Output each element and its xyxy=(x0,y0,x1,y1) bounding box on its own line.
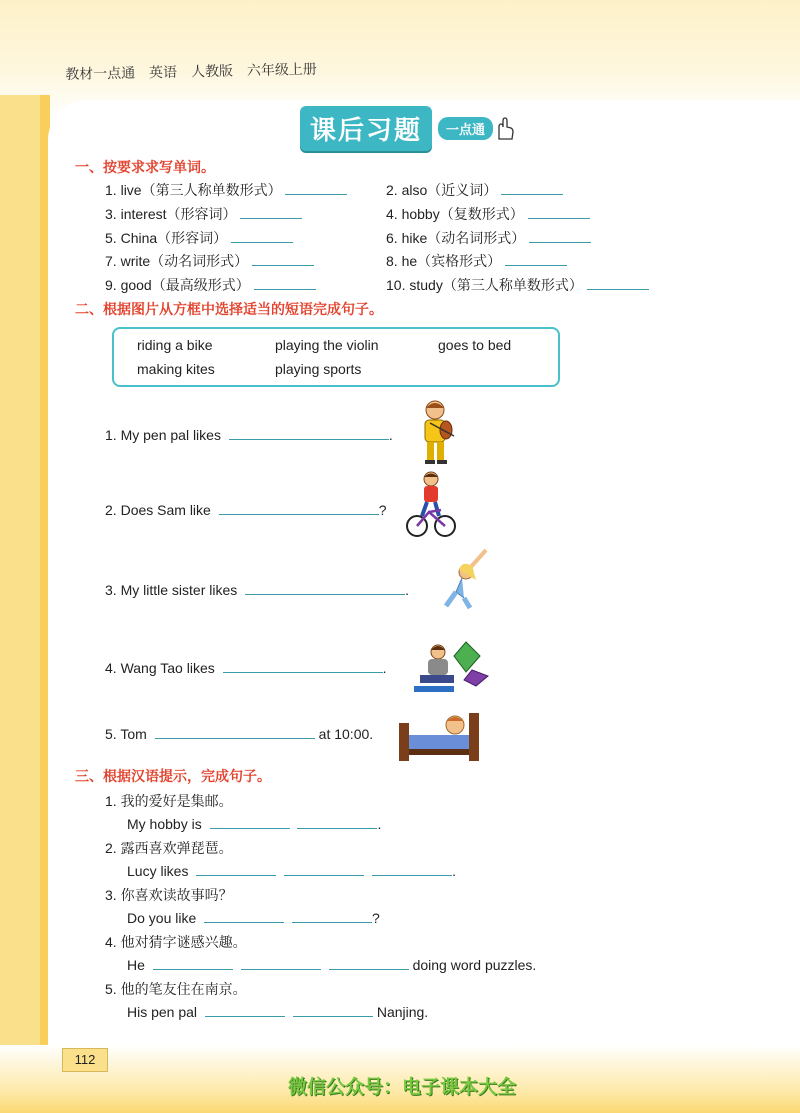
item-number: 4. xyxy=(105,660,117,676)
item-number: 6. xyxy=(386,230,398,246)
s1-item-1 xyxy=(105,180,347,200)
item-number: 1. xyxy=(105,427,117,443)
s3-item-2-en xyxy=(127,861,456,879)
boy-making-kite-illustration xyxy=(410,636,494,698)
item-text: write（动名词形式） xyxy=(120,253,249,269)
item-text: Do you like xyxy=(127,910,197,926)
item-text: He xyxy=(127,957,145,973)
chinese-prompt: 露西喜欢弹琵琶。 xyxy=(120,840,233,856)
s1-item-3 xyxy=(105,204,302,224)
title-sub: 一点通 xyxy=(438,117,493,140)
girl-stretching-illustration xyxy=(440,548,490,610)
answer-blank[interactable] xyxy=(229,425,389,440)
answer-blank[interactable] xyxy=(241,955,321,970)
item-text: study（第三人称单数形式） xyxy=(409,277,583,293)
answer-blank[interactable] xyxy=(245,580,405,595)
chinese-prompt: 你喜欢读故事吗？ xyxy=(120,887,233,903)
answer-blank[interactable] xyxy=(292,908,372,923)
item-text: Does Sam like xyxy=(120,502,211,518)
boy-in-bed-illustration xyxy=(397,703,481,761)
item-punct: . xyxy=(382,660,387,676)
s2-item-1 xyxy=(105,425,393,443)
item-text: live（第三人称单数形式） xyxy=(120,182,282,198)
item-punct: ? xyxy=(378,502,387,518)
item-text: My hobby is xyxy=(127,816,202,832)
item-text: Lucy likes xyxy=(127,863,189,879)
title-main: 课后习题 xyxy=(300,106,432,151)
answer-blank[interactable] xyxy=(219,500,379,515)
answer-blank[interactable] xyxy=(153,955,233,970)
item-punct: at 10:00. xyxy=(318,726,374,742)
answer-blank[interactable] xyxy=(587,275,649,290)
item-text: My pen pal likes xyxy=(120,427,221,443)
s1-item-2 xyxy=(386,180,563,200)
item-number: 2. xyxy=(105,840,117,856)
item-text: also（近义词） xyxy=(401,182,498,198)
chinese-prompt: 他对猜字谜感兴趣。 xyxy=(120,934,247,950)
answer-blank[interactable] xyxy=(372,861,452,876)
s1-item-5 xyxy=(105,228,293,248)
boy-violin-illustration xyxy=(410,398,460,466)
item-text: interest（形容词） xyxy=(120,206,237,222)
phrase-option: making kites xyxy=(137,361,215,377)
item-text: hike（动名词形式） xyxy=(401,230,526,246)
answer-blank[interactable] xyxy=(293,1002,373,1017)
item-number: 4. xyxy=(105,934,117,950)
page-number: 112 xyxy=(62,1048,108,1072)
subject-name: 英语 xyxy=(148,63,178,81)
answer-blank[interactable] xyxy=(297,814,377,829)
item-punct: . xyxy=(452,863,457,879)
item-text-end: doing word puzzles. xyxy=(412,957,537,973)
pointing-hand-icon xyxy=(493,115,515,141)
answer-blank[interactable] xyxy=(252,251,314,266)
answer-blank[interactable] xyxy=(528,204,590,219)
item-number: 3. xyxy=(105,206,117,222)
item-text: His pen pal xyxy=(127,1004,198,1020)
footer-watermark: 微信公众号：电子课本大全 xyxy=(288,1077,517,1098)
answer-blank[interactable] xyxy=(210,814,290,829)
phrase-option: playing the violin xyxy=(275,337,379,353)
s2-item-3 xyxy=(105,580,409,598)
item-number: 5. xyxy=(105,230,117,246)
item-number: 1. xyxy=(105,182,117,198)
boy-bike-illustration xyxy=(405,470,457,540)
s2-item-4 xyxy=(105,658,387,676)
answer-blank[interactable] xyxy=(155,724,315,739)
item-text: hobby（复数形式） xyxy=(401,206,524,222)
s2-item-5 xyxy=(105,724,373,742)
s1-item-8 xyxy=(386,251,567,271)
answer-blank[interactable] xyxy=(223,658,383,673)
s1-item-7 xyxy=(105,251,314,271)
book-name: 教材一点通 xyxy=(65,64,136,82)
item-text: good（最高级形式） xyxy=(120,277,250,293)
answer-blank[interactable] xyxy=(501,180,563,195)
s3-item-5-cn xyxy=(105,979,247,999)
item-number: 9. xyxy=(105,277,117,293)
answer-blank[interactable] xyxy=(284,861,364,876)
item-number: 3. xyxy=(105,582,117,598)
chinese-prompt: 他的笔友住在南京。 xyxy=(120,981,247,997)
answer-blank[interactable] xyxy=(196,861,276,876)
item-text-end: Nanjing. xyxy=(376,1004,429,1020)
item-number: 5. xyxy=(105,726,117,742)
phrase-option: goes to bed xyxy=(438,337,512,353)
section1-title: 一、按要求求写单词。 xyxy=(75,159,215,175)
item-number: 2. xyxy=(105,502,117,518)
s3-item-3-en xyxy=(127,908,380,926)
item-punct: ? xyxy=(372,910,380,926)
s1-item-4 xyxy=(386,204,590,224)
page-title xyxy=(300,107,515,149)
s3-item-4-cn xyxy=(105,932,247,952)
item-number: 3. xyxy=(105,887,117,903)
s1-item-9 xyxy=(105,275,316,295)
item-number: 2. xyxy=(386,182,398,198)
item-text: Tom xyxy=(120,726,147,742)
item-number: 8. xyxy=(386,253,398,269)
answer-blank[interactable] xyxy=(204,908,284,923)
phrase-box xyxy=(112,327,560,387)
item-punct: . xyxy=(405,582,410,598)
section2-title: 二、根据图片从方框中选择适当的短语完成句子。 xyxy=(75,301,383,317)
answer-blank[interactable] xyxy=(529,228,591,243)
answer-blank[interactable] xyxy=(285,180,347,195)
item-punct: . xyxy=(377,816,382,832)
s3-item-1-en xyxy=(127,814,381,832)
item-text: Wang Tao likes xyxy=(120,660,215,676)
item-text: China（形容词） xyxy=(120,230,228,246)
section3-title: 三、根据汉语提示，完成句子。 xyxy=(75,768,271,784)
answer-blank[interactable] xyxy=(231,228,293,243)
s1-item-10 xyxy=(386,275,649,295)
grade-name: 六年级上册 xyxy=(246,60,317,79)
s3-item-5-en xyxy=(127,1002,428,1020)
item-text: he（宾格形式） xyxy=(401,253,502,269)
item-number: 1. xyxy=(105,793,117,809)
item-number: 10. xyxy=(386,277,406,293)
item-number: 5. xyxy=(105,981,117,997)
answer-blank[interactable] xyxy=(329,955,409,970)
answer-blank[interactable] xyxy=(505,251,567,266)
answer-blank[interactable] xyxy=(254,275,316,290)
s3-item-4-en xyxy=(127,955,536,973)
s3-item-3-cn xyxy=(105,885,233,905)
answer-blank[interactable] xyxy=(205,1002,285,1017)
answer-blank[interactable] xyxy=(240,204,302,219)
phrase-option: playing sports xyxy=(275,361,362,377)
item-text: My little sister likes xyxy=(120,582,238,598)
s3-item-1-cn xyxy=(105,791,233,811)
item-punct: . xyxy=(388,427,393,443)
s3-item-2-cn xyxy=(105,838,233,858)
edition-name: 人教版 xyxy=(190,62,234,80)
s1-item-6 xyxy=(386,228,591,248)
chinese-prompt: 我的爱好是集邮。 xyxy=(120,793,233,809)
s2-item-2 xyxy=(105,500,387,518)
item-number: 4. xyxy=(386,206,398,222)
phrase-option: riding a bike xyxy=(137,337,213,353)
item-number: 7. xyxy=(105,253,117,269)
